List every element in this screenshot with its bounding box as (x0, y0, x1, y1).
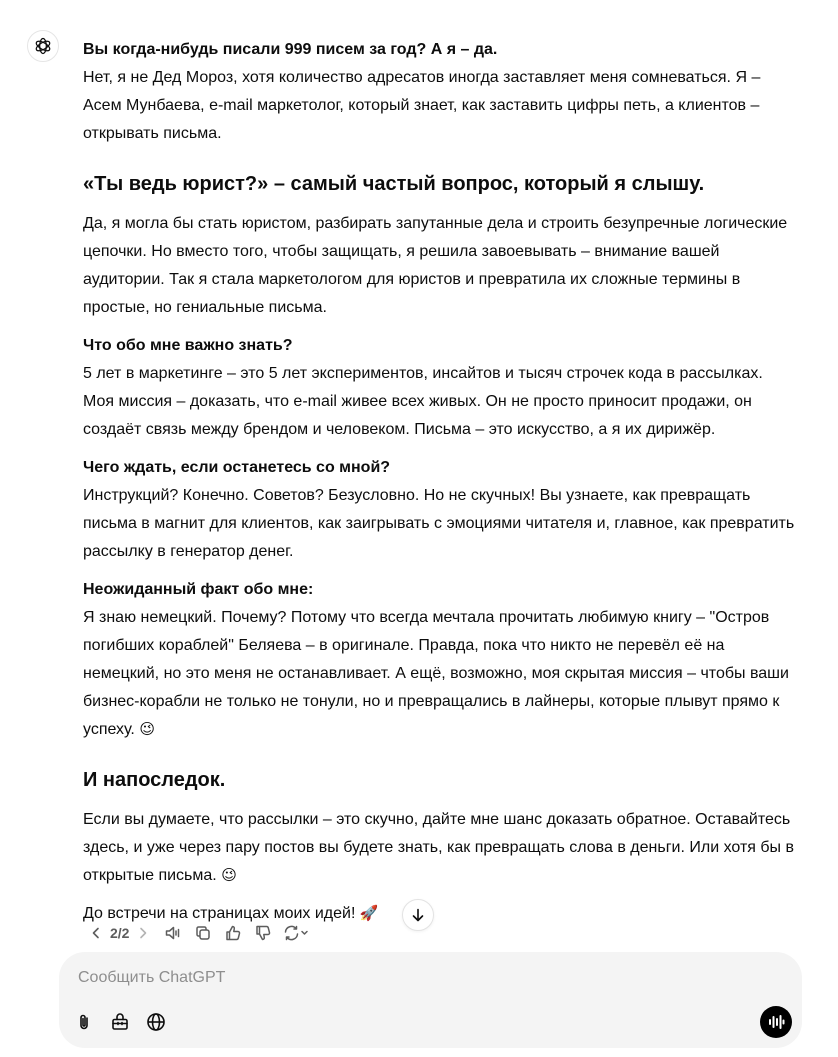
paragraph-expect: Инструкций? Конечно. Советов? Безусловно. Но не скучных! Вы узнаете, как превращать письма в магнит для клиентов, как заигрывать с эмоциями читателя и, главное, как превратить рассылку в генератор денег. (83, 487, 795, 560)
subheading-fact: Неожиданный факт обо мне: (83, 581, 314, 598)
assistant-message (83, 36, 798, 928)
paragraph-fact-text: Я знаю немецкий. Почему? Потому что всегда мечтала прочитать любимую книгу – "Остров погибших кораблей" Беляева – в оригинале. Правда, пока что никто не перевёл её на немецкий, но это меня не останавливает. А ещё, возможно, моя скрытая миссия – чтобы ваши бизнес-корабли не только не тонули, но и превращались в лайнеры, которые плывут прямо к успеху. (83, 609, 789, 738)
bad-response-button[interactable] (251, 921, 275, 945)
intro-title: Вы когда-нибудь писали 999 писем за год? А я – да. (83, 41, 498, 58)
copy-button[interactable] (191, 921, 215, 945)
assistant-avatar (27, 30, 59, 62)
message-input[interactable] (76, 966, 720, 990)
attach-button[interactable] (71, 1009, 97, 1035)
web-search-button[interactable] (143, 1009, 169, 1035)
scroll-to-bottom-button[interactable] (402, 899, 434, 931)
wink-emoji: 😉 (221, 867, 237, 884)
previous-response-button[interactable] (84, 921, 108, 945)
toolbox-icon (110, 1012, 130, 1032)
chevron-right-icon (136, 926, 150, 940)
closing-text: До встречи на страницах моих идей! (83, 905, 356, 922)
subheading-expect: Чего ждать, если останетесь со мной? (83, 459, 391, 476)
paragraph-fact (83, 604, 798, 744)
intro-text: Нет, я не Дед Мороз, хотя количество адресатов иногда заставляет меня сомневаться. Я – Асем Мунбаева, e-mail маркетолог, который знает, как заставить цифры петь, а клиентов – открывать письма. (83, 69, 761, 142)
chatgpt-logo-icon (33, 36, 53, 56)
globe-icon (146, 1012, 166, 1032)
arrow-down-icon (410, 907, 426, 923)
subheading-important: Что обо мне важно знать? (83, 337, 293, 354)
regenerate-button[interactable] (281, 921, 311, 945)
paragraph-finally-text: Если вы думаете, что рассылки – это скучно, дайте мне шанс доказать обратное. Оставайтесь здесь, и уже через пару постов вы будете знать, как превращать слова в деньги. Или хотя бы в открытые письма. (83, 811, 794, 884)
voice-waveform-icon (767, 1013, 785, 1031)
section-heading-finally: И напоследок. (83, 769, 226, 791)
next-response-button[interactable] (131, 921, 155, 945)
paragraph-finally (83, 806, 798, 890)
message-composer (59, 952, 802, 1048)
speaker-icon (164, 924, 182, 942)
read-aloud-button[interactable] (161, 921, 185, 945)
tools-button[interactable] (107, 1009, 133, 1035)
chevron-left-icon (89, 926, 103, 940)
copy-icon (194, 924, 212, 942)
response-pager: 2/2 (110, 925, 130, 941)
rocket-emoji: 🚀 (359, 905, 379, 922)
paragraph-important: 5 лет в маркетинге – это 5 лет экспериментов, инсайтов и тысяч строчек кода в рассылках. Моя миссия – доказать, что e-mail живее всех живых. Он не просто приносит продажи, он создаёт связь между брендом и человеком. Письма – это искусство, а я их дирижёр. (83, 365, 763, 438)
good-response-button[interactable] (221, 921, 245, 945)
thumbs-down-icon (254, 924, 272, 942)
message-actions (84, 921, 311, 945)
wink-emoji: 😉 (139, 721, 155, 738)
thumbs-up-icon (224, 924, 242, 942)
voice-mode-button[interactable] (760, 1006, 792, 1038)
paperclip-icon (74, 1012, 94, 1032)
paragraph-lawyer: Да, я могла бы стать юристом, разбирать запутанные дела и строить безупречные логические цепочки. Но вместо того, чтобы защищать, я решила завоевывать – внимание вашей аудитории. Так я стала маркетологом для юристов и превратила их сложные термины в простые, но гениальные письма. (83, 215, 788, 316)
section-heading-lawyer: «Ты ведь юрист?» – самый частый вопрос, который я слышу. (83, 173, 705, 195)
refresh-icon (282, 924, 310, 942)
